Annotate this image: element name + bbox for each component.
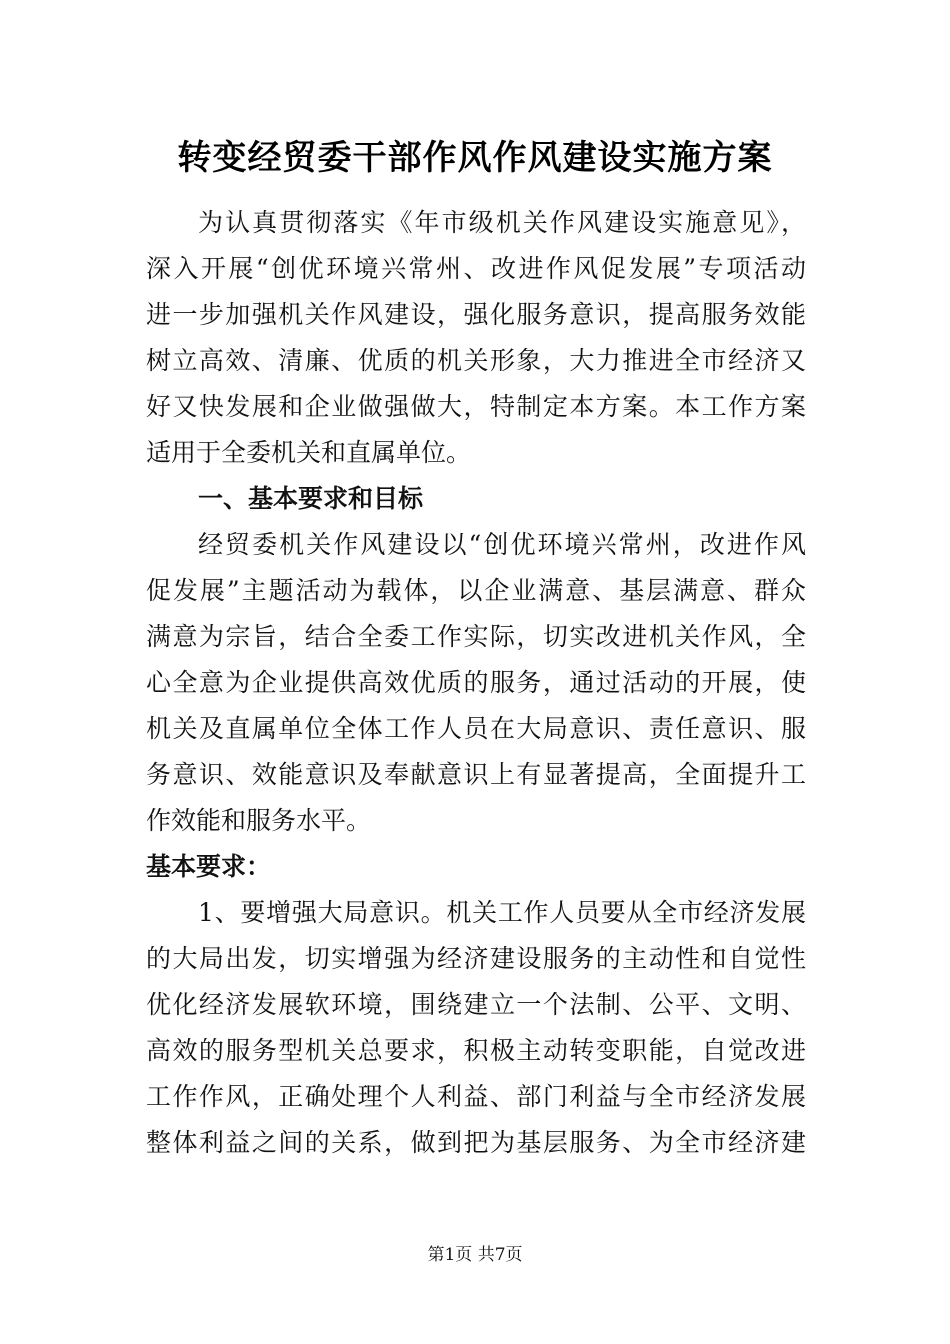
paragraph-3-line: 的大局出发，切实增强为经济建设服务的主动性和自觉性	[146, 944, 806, 973]
section-heading-2: 基本要求：	[146, 852, 272, 881]
paragraph-1-line: 树立高效、清廉、优质的机关形象，大力推进全市经济又	[146, 346, 806, 375]
paragraph-2-line: 机关及直属单位全体工作人员在大局意识、责任意识、服	[146, 714, 806, 743]
paragraph-3-line: 1、要增强大局意识。机关工作人员要从全市经济发展	[198, 898, 806, 927]
page-footer: 第1页 共7页	[427, 1245, 523, 1265]
paragraph-1-line: 适用于全委机关和直属单位。	[146, 438, 472, 467]
section-heading-1: 一、基本要求和目标	[198, 484, 424, 513]
paragraph-3-line: 工作作风，正确处理个人利益、部门利益与全市经济发展	[146, 1082, 806, 1111]
document-body	[146, 200, 806, 1166]
paragraph-2-line: 促发展”主题活动为载体，以企业满意、基层满意、群众	[146, 576, 806, 605]
paragraph-1-line: 好又快发展和企业做强做大，特制定本方案。本工作方案	[146, 392, 806, 421]
paragraph-3-line: 整体利益之间的关系，做到把为基层服务、为全市经济建	[146, 1128, 806, 1157]
paragraph-1-line: 深入开展“创优环境兴常州、改进作风促发展”专项活动	[146, 254, 806, 283]
paragraph-2-line: 务意识、效能意识及奉献意识上有显著提高，全面提升工	[146, 760, 806, 789]
paragraph-2-line: 作效能和服务水平。	[146, 806, 372, 835]
paragraph-2-line: 经贸委机关作风建设以“创优环境兴常州，改进作风	[198, 530, 806, 559]
paragraph-2-line: 心全意为企业提供高效优质的服务，通过活动的开展，使	[146, 668, 806, 697]
paragraph-3-line: 高效的服务型机关总要求，积极主动转变职能，自觉改进	[146, 1036, 806, 1065]
paragraph-1-line: 进一步加强机关作风建设，强化服务意识，提高服务效能	[146, 300, 806, 329]
document-title: 转变经贸委干部作风作风建设实施方案	[177, 138, 773, 178]
paragraph-1-line: 为认真贯彻落实《年市级机关作风建设实施意见》，	[198, 208, 806, 237]
paragraph-2-line: 满意为宗旨，结合全委工作实际，切实改进机关作风，全	[146, 622, 806, 651]
paragraph-3-line: 优化经济发展软环境，围绕建立一个法制、公平、文明、	[146, 990, 806, 1019]
